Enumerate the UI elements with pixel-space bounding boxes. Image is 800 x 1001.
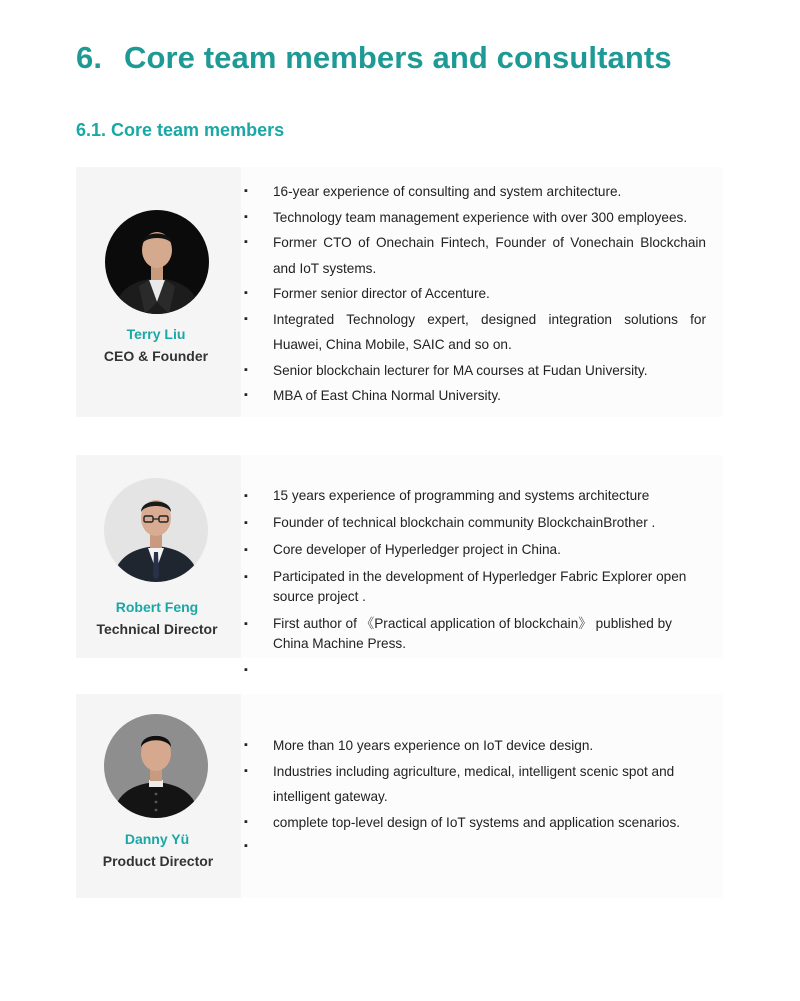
member-name: Terry Liu <box>126 326 186 342</box>
bullet-marker: ▪ <box>244 764 248 777</box>
list-item: ▪ Industries including agriculture, medical, intelligent scenic spot and intelligent gateway. <box>244 759 706 810</box>
member-card-robert-feng <box>76 455 723 658</box>
member-bullet-list <box>244 733 706 835</box>
person-portrait-icon <box>104 714 208 818</box>
bullet-marker: ▪ <box>244 389 248 401</box>
list-item: ▪ First author of 《Practical application of blockchain》 published by China Machine Press. <box>244 616 672 651</box>
list-item: ▪ 16-year experience of consulting and system architecture. <box>244 179 706 205</box>
member-card-terry-liu <box>76 167 723 417</box>
bullet-marker: ▪ <box>244 236 248 248</box>
bullet-marker: ▪ <box>244 840 248 852</box>
avatar-terry-liu <box>105 210 209 314</box>
list-item: ▪ Technology team management experience with over 300 employees. <box>244 205 706 231</box>
avatar-robert-feng <box>104 478 208 582</box>
list-item: ▪ Participated in the development of Hyperledger Fabric Explorer open source project . <box>244 569 687 604</box>
bullet-marker: ▪ <box>244 664 248 676</box>
page-title <box>76 40 672 76</box>
member-bullet-list <box>244 179 706 409</box>
person-portrait-icon <box>105 210 209 314</box>
bullet-marker: ▪ <box>244 490 248 502</box>
bullet-marker: ▪ <box>244 739 248 751</box>
bullet-marker: ▪ <box>244 815 248 828</box>
member-name: Danny Yü <box>124 831 190 847</box>
bullet-marker: ▪ <box>244 287 248 299</box>
member-role: CEO & Founder <box>103 348 209 364</box>
list-item: ▪ Core developer of Hyperledger project in China. <box>244 540 706 560</box>
member-card-danny-yu <box>76 694 723 898</box>
list-item: ▪ 15 years experience of programming and systems architecture <box>244 486 706 506</box>
bullet-marker: ▪ <box>244 517 248 529</box>
bullet-marker: ▪ <box>244 185 248 197</box>
avatar-danny-yu <box>104 714 208 818</box>
bullet-marker: ▪ <box>244 618 248 630</box>
list-item: ▪ complete top-level design of IoT systems and application scenarios. <box>244 810 706 836</box>
heading-number: 6. <box>76 40 103 75</box>
bullet-marker: ▪ <box>244 210 248 223</box>
list-item: ▪ Integrated Technology expert, designed integration solutions for Huawei, China Mobile, SAIC and so on. <box>244 307 706 358</box>
list-item: ▪ Senior blockchain lecturer for MA courses at Fudan University. <box>244 358 706 384</box>
bullet-marker: ▪ <box>244 571 248 583</box>
section-title: 6.1. Core team members <box>76 120 285 140</box>
member-role: Product Director <box>102 853 214 869</box>
list-item: ▪ More than 10 years experience on IoT device design. <box>244 733 706 759</box>
bullet-marker: ▪ <box>244 312 248 325</box>
member-role: Technical Director <box>96 621 218 637</box>
bullet-marker: ▪ <box>244 363 248 376</box>
list-item: ▪ Former CTO of Onechain Fintech, Founder of Vonechain Blockchain and IoT systems. <box>244 230 706 281</box>
heading-text: Core team members and consultants <box>124 40 672 75</box>
list-item: ▪ Founder of technical blockchain community BlockchainBrother . <box>244 513 706 533</box>
member-name: Robert Feng <box>115 599 199 615</box>
person-portrait-icon <box>104 478 208 582</box>
bullet-marker: ▪ <box>244 544 248 556</box>
list-item: ▪ Former senior director of Accenture. <box>244 281 706 307</box>
member-bullet-list <box>244 486 706 661</box>
list-item: ▪ MBA of East China Normal University. <box>244 383 706 409</box>
